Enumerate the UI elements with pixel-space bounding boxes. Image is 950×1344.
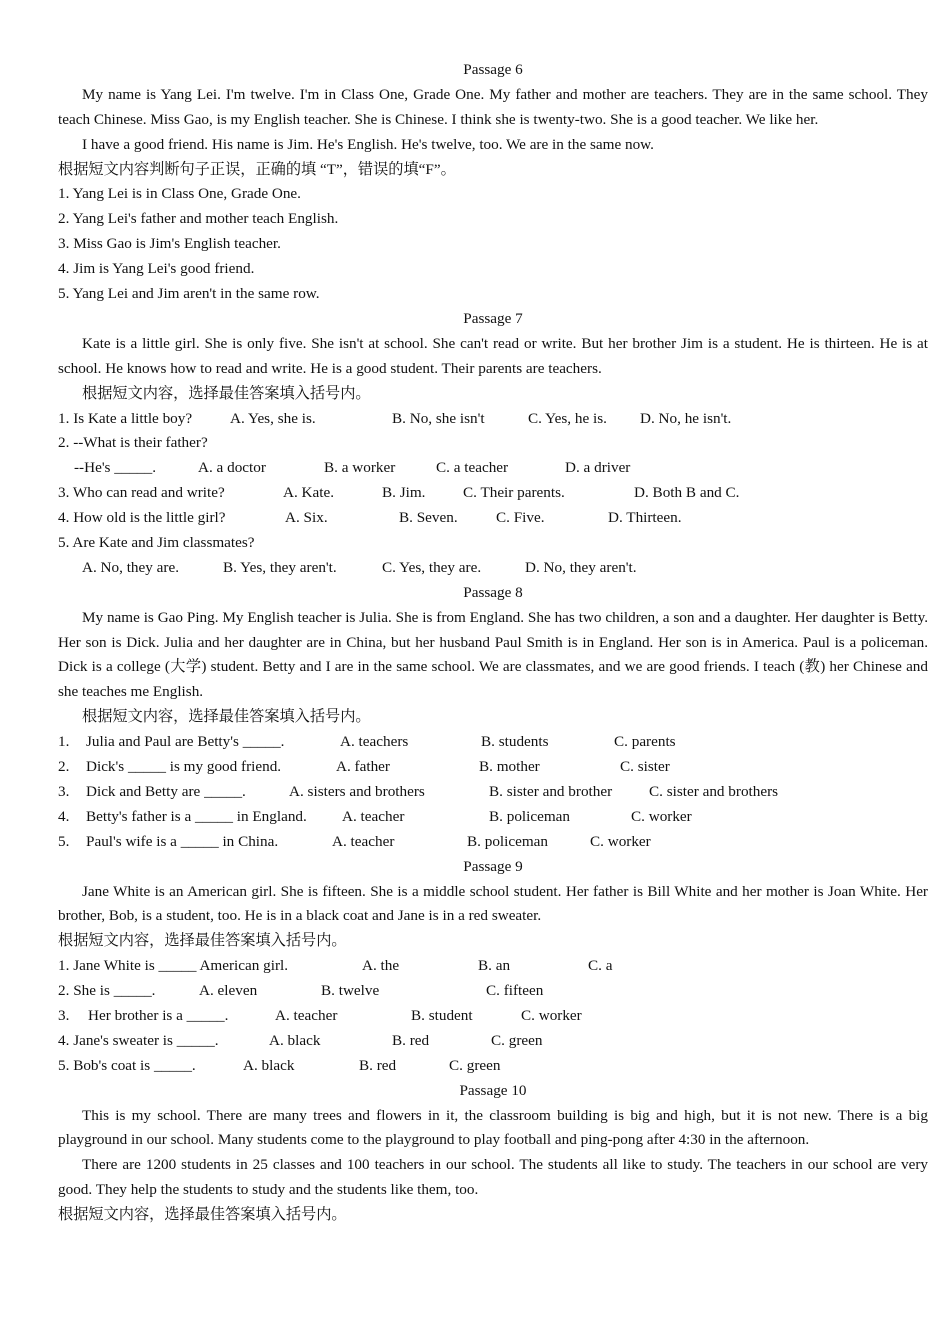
passage-10-instruction: 根据短文内容，选择最佳答案填入括号内。 [58, 1206, 347, 1224]
option-a: A. teacher [275, 1007, 338, 1024]
option-c: C. a teacher [436, 459, 509, 477]
passage-7-question-2-options [58, 456, 928, 481]
option-a: A. Six. [285, 509, 328, 527]
option-c: C. Their parents. [463, 484, 565, 502]
option-a: A. a doctor [198, 459, 266, 477]
passage-8-question-2 [58, 755, 928, 780]
question-stem: Dick's _____ is my good friend. [86, 758, 282, 776]
question-stem: Dick and Betty are _____. [86, 782, 246, 800]
option-b: B. red [359, 1056, 397, 1074]
passage-6-question-3: 3. Miss Gao is Jim's English teacher. [58, 235, 281, 253]
option-a: A. Yes, she is. [230, 409, 316, 427]
passage-6-title: Passage 6 [463, 61, 523, 78]
option-a: A. teacher [332, 832, 395, 850]
option-a: A. the [362, 957, 400, 975]
question-number: 3. [58, 1007, 70, 1024]
passage-6-paragraph-2: I have a good friend. His name is Jim. He's English. He's twelve, too. We are in the same now. [82, 135, 654, 153]
passage-9-question-2 [58, 979, 928, 1004]
option-b: B. mother [479, 758, 540, 776]
passage-7-question-2-stem: 2. --What is their father? [58, 434, 208, 452]
option-a: A. sisters and brothers [289, 782, 425, 800]
option-c: C. Yes, he is. [528, 409, 607, 427]
question-number: 4. [58, 807, 70, 825]
question-stem: 5. Bob's coat is _____. [58, 1056, 196, 1074]
question-number: 3. [58, 782, 70, 800]
passage-6-paragraph-1: My name is Yang Lei. I'm twelve. I'm in Class One, Grade One. My father and mother are teachers. They are in the same school. They teach Chinese. Miss Gao, is my English teacher. She is Chinese. I think she is twenty-two. She is a good teacher. We like her. [58, 85, 928, 128]
passage-8-question-1 [58, 730, 928, 755]
option-d: D. No, they aren't. [525, 558, 637, 576]
passage-9-paragraph-1: Jane White is an American girl. She is fifteen. She is a middle school student. Her father is Bill White and her mother is Joan White. Her brother, Bob, is a student, too. He is in a black coat and Jane is in a red sweater. [58, 882, 928, 925]
option-b: B. sister and brother [489, 782, 613, 800]
option-c: C. green [449, 1056, 501, 1074]
option-a: A. black [243, 1056, 295, 1074]
passage-8-instruction: 根据短文内容，选择最佳答案填入括号内。 [82, 708, 371, 726]
question-number: 5. [58, 832, 70, 850]
option-c: C. worker [631, 807, 692, 825]
option-d: D. No, he isn't. [640, 409, 732, 427]
passage-6-question-5: 5. Yang Lei and Jim aren't in the same row. [58, 285, 320, 303]
option-b: B. Seven. [399, 509, 458, 527]
passage-7-instruction: 根据短文内容，选择最佳答案填入括号内。 [82, 384, 371, 402]
passage-6-instruction: 根据短文内容判断句子正误，正确的填 “T”，错误的填“F”。 [58, 160, 456, 178]
question-stem: Paul's wife is a _____ in China. [86, 832, 279, 850]
question-stem: 1. Jane White is _____ American girl. [58, 957, 289, 975]
passage-9-question-5 [58, 1054, 928, 1079]
option-c: C. Yes, they are. [382, 558, 482, 576]
option-a: A. eleven [199, 982, 258, 1000]
option-b: B. a worker [324, 459, 396, 477]
passage-7-question-5-options [58, 556, 928, 581]
option-d: D. Both B and C. [634, 484, 740, 502]
option-b: B. an [478, 957, 511, 975]
question-stem: 1. Is Kate a little boy? [58, 409, 193, 427]
option-a: A. No, they are. [82, 558, 179, 576]
option-a: A. black [269, 1031, 321, 1049]
question-stem: Her brother is a _____. [88, 1007, 229, 1024]
option-b: B. Jim. [382, 484, 426, 502]
option-b: B. student [411, 1007, 473, 1024]
passage-7-question-4 [58, 506, 928, 531]
option-b: B. policeman [489, 807, 570, 825]
passage-9-question-1 [58, 954, 928, 979]
option-c: C. parents [614, 733, 676, 751]
passage-9-question-3 [58, 1004, 928, 1029]
passage-8-title: Passage 8 [463, 583, 523, 601]
question-stem: 4. Jane's sweater is _____. [58, 1031, 219, 1049]
option-c: C. sister and brothers [649, 782, 779, 800]
question-stem: Julia and Paul are Betty's _____. [86, 733, 285, 751]
question-stem: 3. Who can read and write? [58, 484, 225, 502]
passage-10-paragraph-2: There are 1200 students in 25 classes and 100 teachers in our school. The students all like to study. The teachers in our school are very good. They help the students to study and the students like them, too. [58, 1156, 928, 1199]
passage-7-question-5-stem: 5. Are Kate and Jim classmates? [58, 533, 255, 551]
option-d: D. Thirteen. [608, 509, 682, 527]
passage-7-paragraph-1: Kate is a little girl. She is only five. She isn't at school. She can't read or write. But her brother Jim is a student. He is thirteen. He is at school. He knows how to read and write. He is a good student. Their parents are teachers. [58, 334, 928, 377]
passage-7-question-3 [58, 481, 928, 506]
option-a: A. teachers [340, 733, 409, 751]
document-page [58, 58, 928, 1228]
option-a: A. father [336, 758, 390, 776]
option-c: C. worker [590, 832, 651, 850]
option-b: B. twelve [321, 982, 380, 1000]
passage-9-instruction: 根据短文内容，选择最佳答案填入括号内。 [58, 932, 347, 950]
question-number: 2. [58, 758, 70, 776]
passage-7-question-1 [58, 407, 928, 432]
option-d: D. a driver [565, 459, 631, 477]
question-stem: --He's _____. [74, 459, 157, 477]
option-c: C. fifteen [486, 982, 544, 1000]
passage-6-question-1: 1. Yang Lei is in Class One, Grade One. [58, 185, 301, 203]
option-c: C. worker [521, 1007, 582, 1024]
option-c: C. a [588, 957, 613, 975]
passage-8-question-4 [58, 805, 928, 830]
option-b: B. policeman [467, 832, 548, 850]
option-b: B. No, she isn't [392, 409, 485, 427]
option-a: A. Kate. [283, 484, 335, 502]
passage-8-paragraph-1: My name is Gao Ping. My English teacher is Julia. She is from England. She has two children, a son and a daughter. Her daughter is Betty. Her son is Dick. Julia and her daughter are in China, but her husband Paul Smith is in England. Her son is in America. Paul is a policeman. Dick is a college (大学) student. Betty and I are in the same school. We are classmates, and we are good friends. I teach (教) her Chinese and she teaches me English. [58, 608, 928, 701]
option-c: C. green [491, 1031, 543, 1049]
option-c: C. sister [620, 758, 670, 776]
question-stem: Betty's father is a _____ in England. [86, 807, 307, 825]
option-b: B. students [481, 733, 549, 751]
passage-7-title: Passage 7 [463, 309, 523, 327]
option-a: A. teacher [342, 807, 405, 825]
passage-9-title: Passage 9 [463, 857, 523, 875]
passage-9-question-4 [58, 1029, 928, 1054]
passage-8-question-3 [58, 780, 928, 805]
option-c: C. Five. [496, 509, 545, 527]
passage-6-question-4: 4. Jim is Yang Lei's good friend. [58, 260, 255, 278]
question-stem: 2. She is _____. [58, 982, 156, 1000]
passage-8-question-5 [58, 830, 928, 855]
question-number: 1. [58, 733, 70, 751]
passage-6-question-2: 2. Yang Lei's father and mother teach English. [58, 210, 339, 228]
passage-10-title: Passage 10 [459, 1081, 527, 1099]
question-stem: 4. How old is the little girl? [58, 509, 226, 527]
option-b: B. red [392, 1031, 430, 1049]
option-b: B. Yes, they aren't. [223, 558, 337, 576]
passage-10-paragraph-1: This is my school. There are many trees and flowers in it, the classroom building is big and high, but it is not new. There is a big playground in our school. Many students come to the playground to play football and ping-pong after 4:30 in the afternoon. [58, 1106, 928, 1149]
